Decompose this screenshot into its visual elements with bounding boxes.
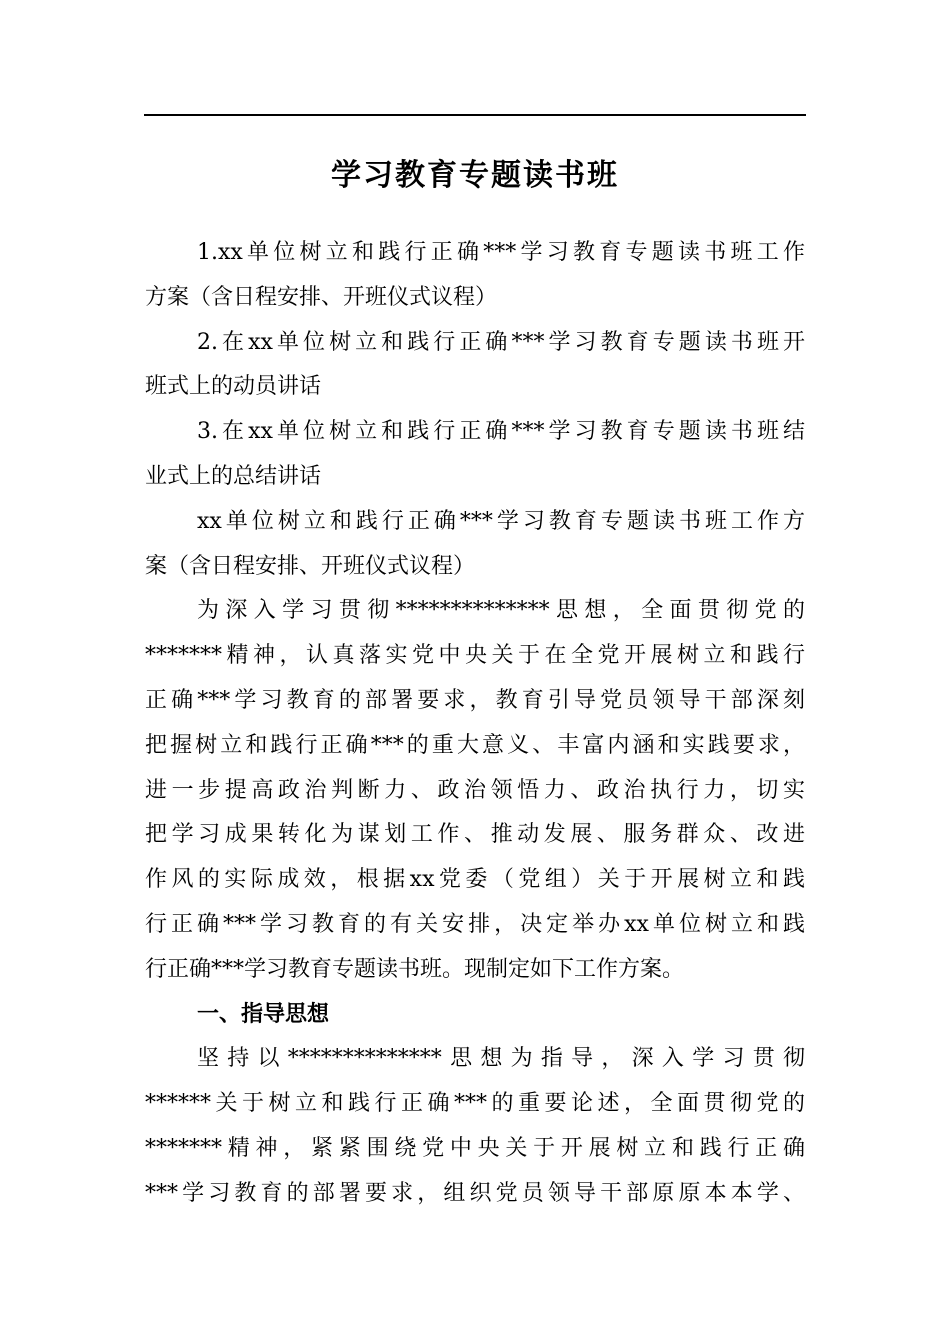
list-item-2-line: 班式上的动员讲话 [145, 374, 322, 400]
guiding-paragraph-line: *******精神，紧紧围绕党中央关于开展树立和践行正确 [145, 1135, 805, 1161]
intro-paragraph-line: *******精神，认真落实党中央关于在全党开展树立和践行 [145, 643, 805, 669]
section-title-line: 案（含日程安排、开班仪式议程） [145, 553, 476, 579]
intro-paragraph-line: 行正确***学习教育专题读书班。现制定如下工作方案。 [145, 956, 685, 982]
document-title: 学习教育专题读书班 [331, 158, 619, 193]
intro-paragraph-line: 为深入学习贯彻**************思想，全面贯彻党的 [197, 598, 805, 624]
guiding-paragraph-line: ***学习教育的部署要求，组织党员领导干部原原本本学、 [145, 1180, 805, 1206]
intro-paragraph-line: 把握树立和践行正确***的重大意义、丰富内涵和实践要求， [145, 732, 805, 758]
list-item-1-line: 1.xx单位树立和践行正确***学习教育专题读书班工作 [197, 240, 805, 265]
list-item-2-line: 2.在xx单位树立和践行正确***学习教育专题读书班开 [197, 329, 805, 355]
intro-paragraph-line: 把学习成果转化为谋划工作、推动发展、服务群众、改进 [145, 822, 805, 848]
guiding-paragraph-line: ******关于树立和践行正确***的重要论述，全面贯彻党的 [145, 1091, 805, 1117]
intro-paragraph-line: 进一步提高政治判断力、政治领悟力、政治执行力，切实 [145, 777, 805, 803]
intro-paragraph-line: 正确***学习教育的部署要求，教育引导党员领导干部深刻 [145, 687, 805, 713]
list-item-1-line: 方案（含日程安排、开班仪式议程） [145, 284, 498, 310]
list-item-3-line: 3.在xx单位树立和践行正确***学习教育专题读书班结 [197, 419, 805, 445]
intro-paragraph-line: 作风的实际成效，根据xx党委（党组）关于开展树立和践 [145, 867, 805, 893]
list-item-3-line: 业式上的总结讲话 [145, 463, 322, 489]
document-body [145, 231, 805, 1217]
header-rule [144, 114, 806, 116]
intro-paragraph-line: 行正确***学习教育的有关安排，决定举办xx单位树立和践 [145, 911, 805, 937]
guiding-paragraph-line: 坚持以**************思想为指导，深入学习贯彻 [197, 1046, 805, 1072]
section-title-line: xx单位树立和践行正确***学习教育专题读书班工作方 [197, 508, 805, 534]
section-heading: 一、指导思想 [197, 1001, 330, 1027]
